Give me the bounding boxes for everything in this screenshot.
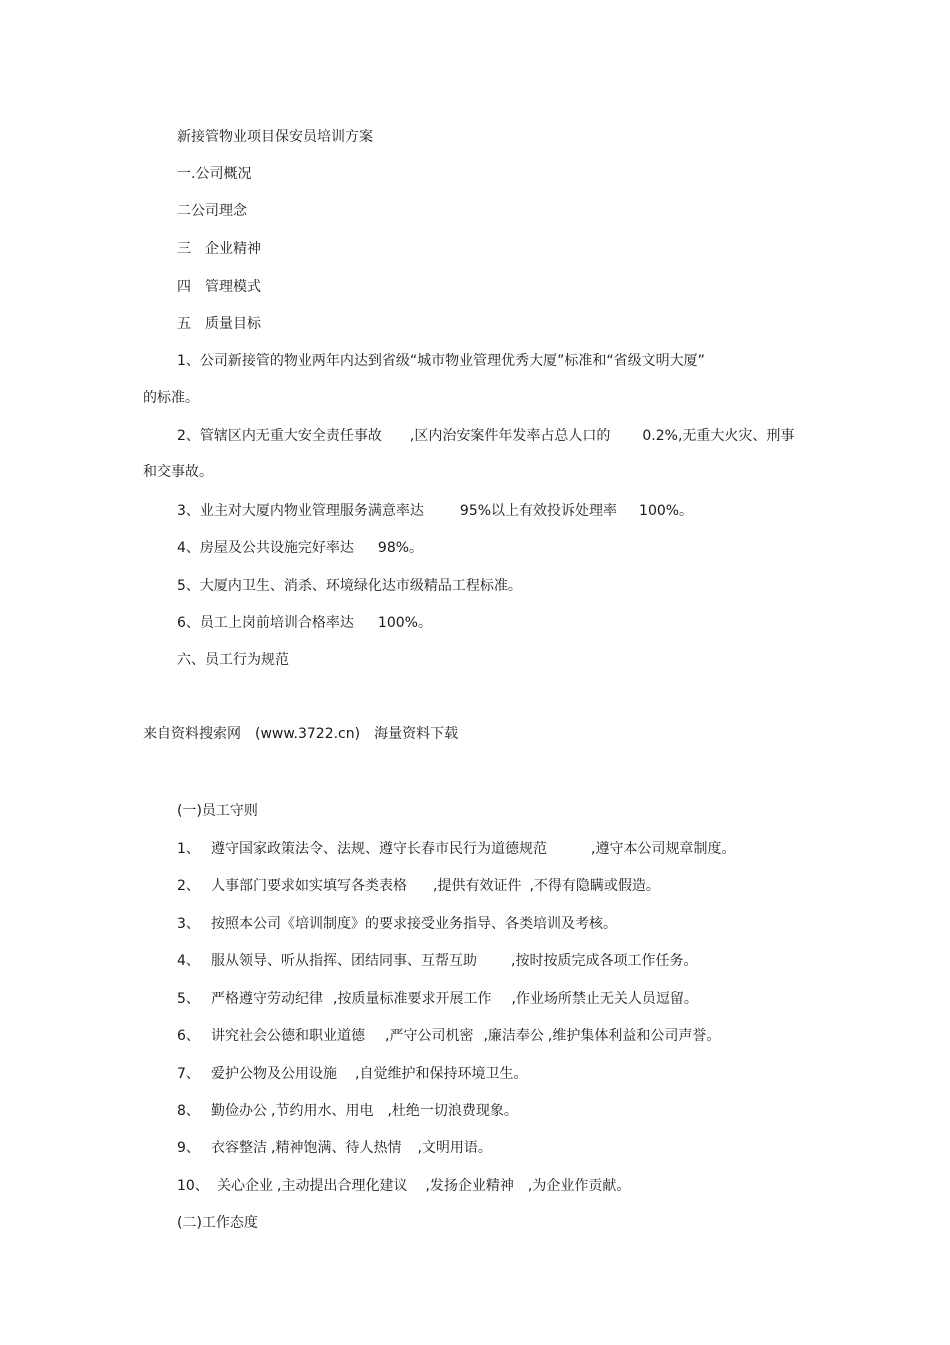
rule-item: 7、 爱护公物及公用设施 ,自觉维护和保持环境卫生。	[177, 1066, 528, 1082]
goal-2-line1: 2、管辖区内无重大安全责任事故 ,区内治安案件年发率占总人口的 0.2%,无重大火灾、刑事	[177, 428, 795, 444]
goal-6: 6、员工上岗前培训合格率达 100%。	[177, 615, 432, 631]
goal-1-line2: 的标准。	[143, 390, 199, 406]
rule-item: 6、 讲究社会公德和职业道德 ,严守公司机密 ,廉洁奉公 ,维护集体利益和公司声誉。	[177, 1028, 721, 1044]
rule-item: 3、 按照本公司《培训制度》的要求接受业务指导、各类培训及考核。	[177, 916, 617, 932]
rule-item: 9、 衣容整洁 ,精神饱满、待人热情 ,文明用语。	[177, 1140, 492, 1156]
heading-quality-goals: 五 质量目标	[177, 316, 261, 332]
goal-1-line1: 1、公司新接管的物业两年内达到省级“城市物业管理优秀大厦”标准和“省级文明大厦”	[177, 353, 705, 369]
rule-item: 2、 人事部门要求如实填写各类表格 ,提供有效证件 ,不得有隐瞒或假造。	[177, 878, 660, 894]
rule-item: 10、 关心企业 ,主动提出合理化建议 ,发扬企业精神 ,为企业作贡献。	[177, 1178, 631, 1194]
goal-4: 4、房屋及公共设施完好率达 98%。	[177, 540, 424, 556]
goal-2-line2: 和交事故。	[143, 464, 213, 480]
goal-3: 3、业主对大厦内物业管理服务满意率达 95%以上有效投诉处理率 100%。	[177, 503, 694, 519]
heading-company-philosophy: 二公司理念	[177, 203, 247, 219]
rule-item: 5、 严格遵守劳动纪律 ,按质量标准要求开展工作 ,作业场所禁止无关人员逗留。	[177, 991, 698, 1007]
section-staff-rules-title: (一)员工守则	[177, 803, 258, 819]
goal-5: 5、大厦内卫生、消杀、环境绿化达市级精品工程标准。	[177, 578, 522, 594]
rule-item: 1、 遵守国家政策法令、法规、遵守长春市民行为道德规范 ,遵守本公司规章制度。	[177, 841, 736, 857]
heading-staff-conduct: 六、员工行为规范	[177, 652, 289, 668]
heading-enterprise-spirit: 三 企业精神	[177, 241, 261, 257]
document-title: 新接管物业项目保安员培训方案	[177, 129, 373, 145]
section-work-attitude-title: (二)工作态度	[177, 1215, 258, 1231]
rule-item: 4、 服从领导、听从指挥、团结同事、互帮互助 ,按时按质完成各项工作任务。	[177, 953, 698, 969]
heading-management-mode: 四 管理模式	[177, 279, 261, 295]
heading-company-overview: 一.公司概况	[177, 166, 252, 182]
source-note: 来自资料搜索网 (www.3722.cn) 海量资料下载	[143, 726, 459, 742]
rule-item: 8、 勤俭办公 ,节约用水、用电 ,杜绝一切浪费现象。	[177, 1103, 518, 1119]
